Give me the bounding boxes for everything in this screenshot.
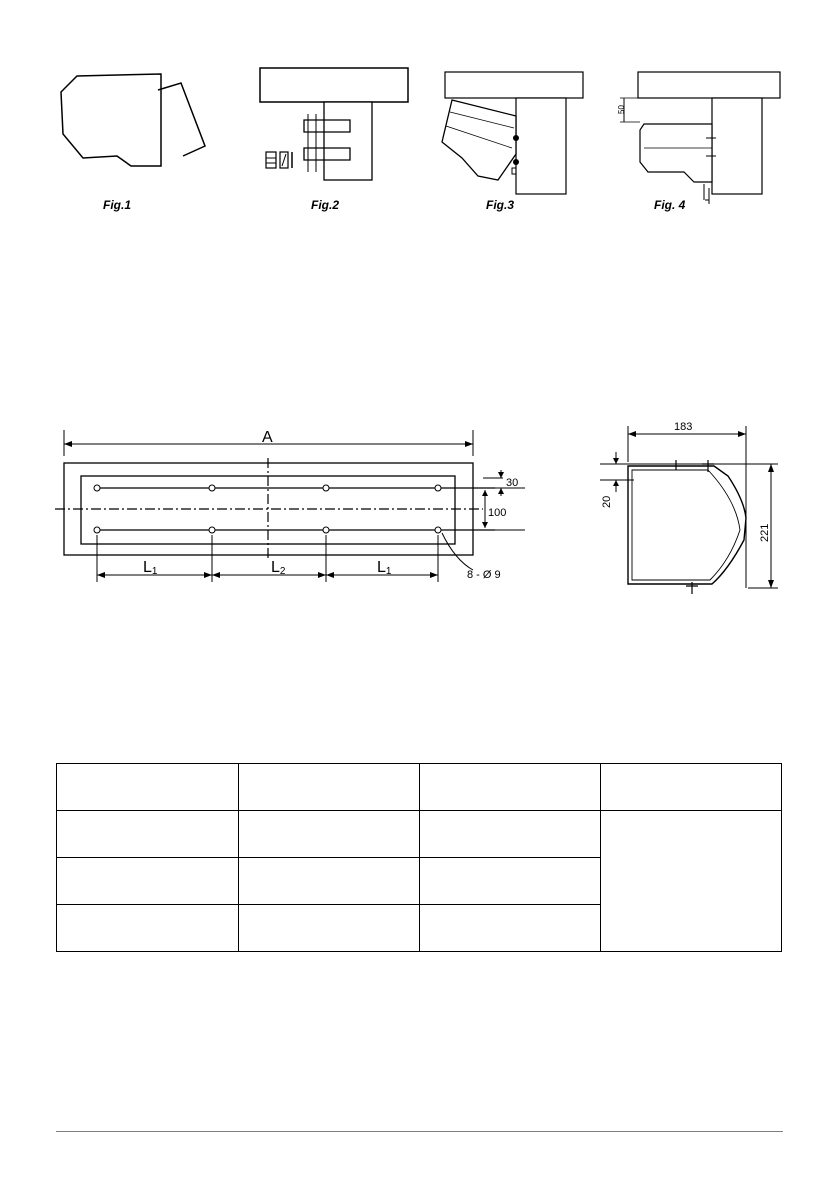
fig4-drawing (610, 68, 790, 208)
fig2-drawing (258, 66, 418, 186)
specification-table (56, 763, 782, 952)
table-cell (57, 905, 239, 952)
dimension-30-label: 30 (506, 477, 519, 489)
fig1-caption: Fig.1 (103, 198, 132, 212)
table-cell (420, 764, 601, 811)
table-cell (57, 858, 239, 905)
dimension-100-label: 100 (488, 507, 507, 519)
table-cell (239, 858, 420, 905)
table-cell (420, 811, 601, 858)
fig3-caption: Fig.3 (486, 198, 515, 212)
dimension-A-label: A (262, 429, 273, 446)
side-profile-drawing (598, 420, 798, 600)
fig4-dimension-50: 50 (617, 105, 626, 114)
table-row (57, 764, 782, 811)
dimension-221-label: 221 (759, 523, 771, 542)
footer-divider (56, 1131, 783, 1132)
holes-label: 8 - Ø 9 (467, 569, 501, 581)
table-cell (420, 905, 601, 952)
table-cell (239, 811, 420, 858)
dimension-L1-right-label: L1 (377, 559, 392, 577)
table-cell (57, 764, 239, 811)
table-cell (239, 905, 420, 952)
table-cell-merged (601, 811, 782, 952)
dimension-L1-left-label: L1 (143, 559, 158, 577)
fig2-caption: Fig.2 (311, 198, 340, 212)
fig4-caption: Fig. 4 (654, 198, 686, 212)
fig3-drawing (438, 68, 588, 198)
table-cell (239, 764, 420, 811)
dimension-20-label: 20 (601, 495, 613, 508)
table-cell (601, 764, 782, 811)
table-cell (57, 811, 239, 858)
table-cell (420, 858, 601, 905)
table-row (57, 811, 782, 858)
dimension-183-label: 183 (674, 421, 693, 433)
front-mounting-drawing (55, 420, 555, 590)
fig1-drawing (55, 70, 215, 190)
dimension-L2-label: L2 (271, 559, 286, 577)
